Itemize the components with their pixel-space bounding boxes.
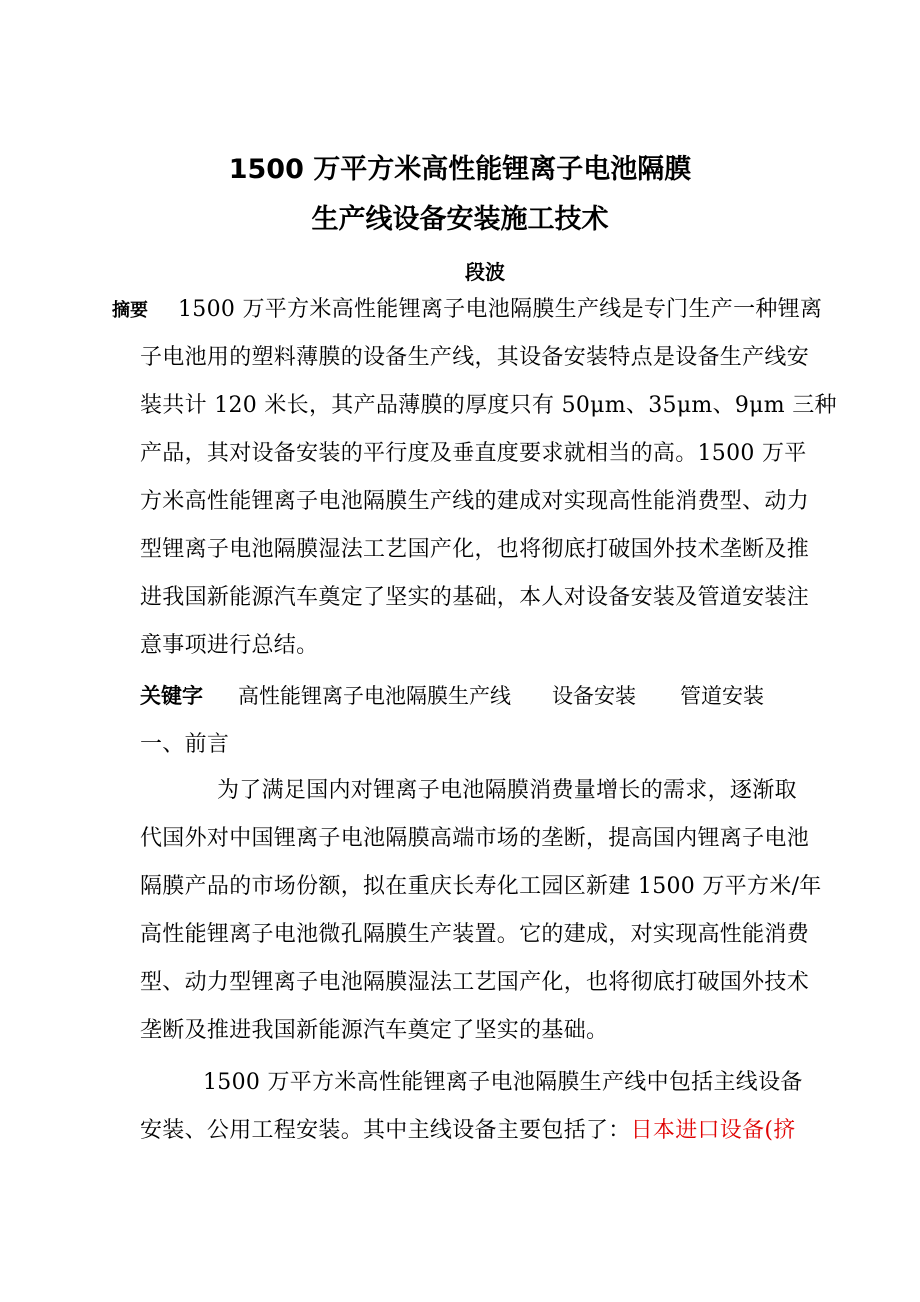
highlighted-text: 日本进口设备(挤 <box>630 1118 796 1143</box>
keywords-label: 关键字 <box>140 684 203 708</box>
abstract-line: 进我国新能源汽车奠定了坚实的基础，本人对设备安装及管道安装注 <box>140 585 810 610</box>
abstract-line: 子电池用的塑料薄膜的设备生产线，其设备安装特点是设备生产线安 <box>140 345 810 370</box>
paragraph-line: 垄断及推进我国新能源汽车奠定了坚实的基础。 <box>140 1018 609 1043</box>
abstract-line: 1500 万平方米高性能锂离子电池隔膜生产线是专门生产一种锂离 <box>178 297 823 322</box>
paragraph-line: 隔膜产品的市场份额，拟在重庆长寿化工园区新建 1500 万平方米/年 <box>140 874 822 899</box>
paragraph-text: 安装、公用工程安装。其中主线设备主要包括了： <box>140 1118 631 1143</box>
abstract-line: 方米高性能锂离子电池隔膜生产线的建成对实现高性能消费型、动力 <box>140 489 810 514</box>
title-line-2: 生产线设备安装施工技术 <box>311 204 609 235</box>
paragraph-line: 型、动力型锂离子电池隔膜湿法工艺国产化，也将彻底打破国外技术 <box>140 970 810 995</box>
paragraph-line <box>140 1118 796 1144</box>
section-heading: 一、前言 <box>140 732 230 757</box>
abstract-line: 意事项进行总结。 <box>140 633 319 658</box>
paragraph-line: 为了满足国内对锂离子电池隔膜消费量增长的需求，逐渐取 <box>217 778 797 803</box>
keyword-item: 管道安装 <box>680 684 764 708</box>
abstract-line: 型锂离子电池隔膜湿法工艺国产化，也将彻底打破国外技术垄断及推 <box>140 537 810 562</box>
abstract-label: 摘要 <box>112 300 148 321</box>
abstract-line: 装共计 120 米长，其产品薄膜的厚度只有 50μm、35μm、9μm 三种 <box>140 393 837 418</box>
paragraph-line: 代国外对中国锂离子电池隔膜高端市场的垄断，提高国内锂离子电池 <box>140 826 810 851</box>
title-line-1: 1500 万平方米高性能锂离子电池隔膜 <box>228 154 692 185</box>
abstract-line: 产品，其对设备安装的平行度及垂直度要求就相当的高。1500 万平 <box>140 441 807 466</box>
paragraph-line: 高性能锂离子电池微孔隔膜生产装置。它的建成，对实现高性能消费 <box>140 922 810 947</box>
author-name: 段波 <box>465 260 505 284</box>
keyword-item: 高性能锂离子电池隔膜生产线 <box>238 684 511 708</box>
keyword-item: 设备安装 <box>552 684 636 708</box>
paragraph-line: 1500 万平方米高性能锂离子电池隔膜生产线中包括主线设备 <box>203 1070 803 1095</box>
